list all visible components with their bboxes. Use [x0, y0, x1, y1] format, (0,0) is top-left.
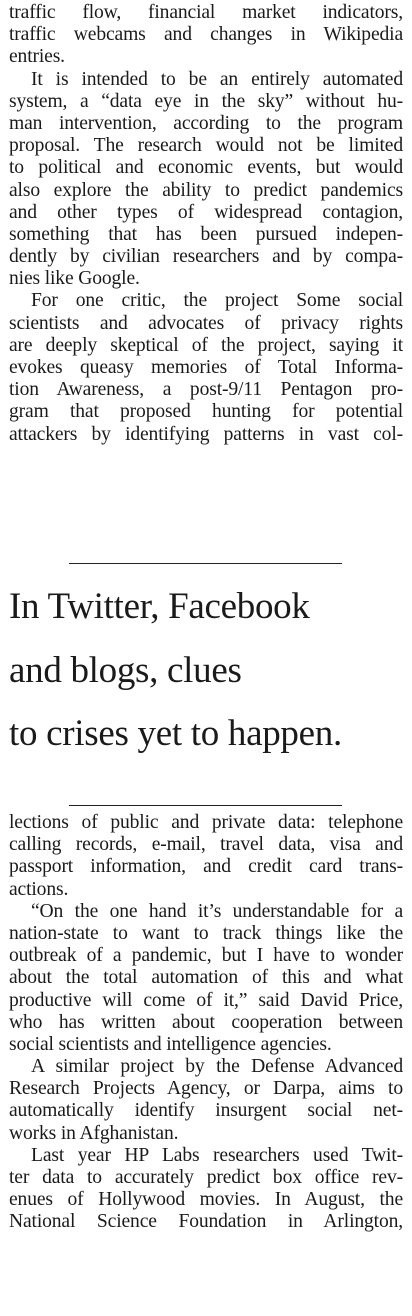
body-text-line: tion Awareness, a post-9/11 Pentagon pro-: [9, 379, 403, 401]
pull-quote: [0, 560, 412, 810]
body-text-line: productive will come of it,” said David Price,: [9, 989, 403, 1011]
body-text-line: nation-state to want to track things like the: [9, 922, 403, 944]
body-text-line: system, a “data eye in the sky” without hu-: [9, 90, 403, 112]
pull-quote-line-3: to crises yet to happen.: [9, 713, 342, 754]
pull-quote-bottom-rule: [69, 805, 342, 806]
body-text-line: passport information, and credit card trans-: [9, 856, 403, 878]
body-text-line: A similar project by the Defense Advanced: [31, 1056, 403, 1078]
body-text-line: lections of public and private data: telephone: [9, 812, 403, 833]
body-text-line: “On the one hand it’s understandable for a: [31, 900, 403, 922]
body-text-line: calling records, e-mail, travel data, visa and: [9, 834, 403, 856]
body-text-line: to political and economic events, but would: [9, 157, 403, 179]
body-text-line: scientists and advocates of privacy rights: [9, 312, 403, 334]
body-text-line: attackers by identifying patterns in vast col-: [9, 423, 403, 445]
body-text-line: and other types of widespread contagion,: [9, 201, 403, 223]
body-text-line: For one critic, the project Some social: [31, 290, 403, 312]
body-text-line: ter data to accurately predict box office rev-: [9, 1167, 403, 1188]
body-text-line: traffic flow, financial market indicators,: [9, 2, 403, 23]
body-text-line: outbreak of a pandemic, but I have to wonder: [9, 945, 403, 967]
body-text-line: National Science Foundation in Arlington,: [9, 1211, 403, 1233]
body-text-line: something that has been pursued indepen-: [9, 223, 403, 245]
body-text-line: Research Projects Agency, or Darpa, aims to: [9, 1078, 403, 1100]
article-column-bottom: [9, 812, 403, 1234]
body-text-line: actions.: [9, 878, 69, 900]
body-text-line: man intervention, according to the program: [9, 112, 403, 134]
article-column-top: [9, 2, 403, 446]
pull-quote-line-1: In Twitter, Facebook: [9, 586, 310, 627]
body-text-line: Last year HP Labs researchers used Twit-: [31, 1144, 403, 1166]
body-text-line: traffic webcams and changes in Wikipedia: [9, 24, 403, 46]
body-text-line: also explore the ability to predict pandemics: [9, 179, 403, 201]
body-text-line: nies like Google.: [9, 268, 140, 290]
body-text-line: proposal. The research would not be limited: [9, 135, 403, 157]
body-text-line: gram that proposed hunting for potential: [9, 401, 403, 423]
body-text-line: automatically identify insurgent social net-: [9, 1100, 403, 1122]
body-text-line: social scientists and intelligence agencies.: [9, 1033, 332, 1055]
body-text-line: It is intended to be an entirely automated: [31, 68, 403, 90]
body-text-line: who has written about cooperation between: [9, 1011, 403, 1033]
body-text-line: works in Afghanistan.: [9, 1122, 179, 1144]
body-text-line: entries.: [9, 46, 65, 68]
body-text-line: about the total automation of this and what: [9, 967, 403, 989]
body-text-line: enues of Hollywood movies. In August, the: [9, 1189, 403, 1211]
body-text-line: evokes queasy memories of Total Informa-: [9, 357, 403, 378]
body-text-line: are deeply skeptical of the project, saying it: [9, 334, 403, 356]
pull-quote-top-rule: [69, 563, 342, 564]
pull-quote-line-2: and blogs, clues: [9, 650, 242, 691]
body-text-line: dently by civilian researchers and by compa-: [9, 246, 403, 268]
